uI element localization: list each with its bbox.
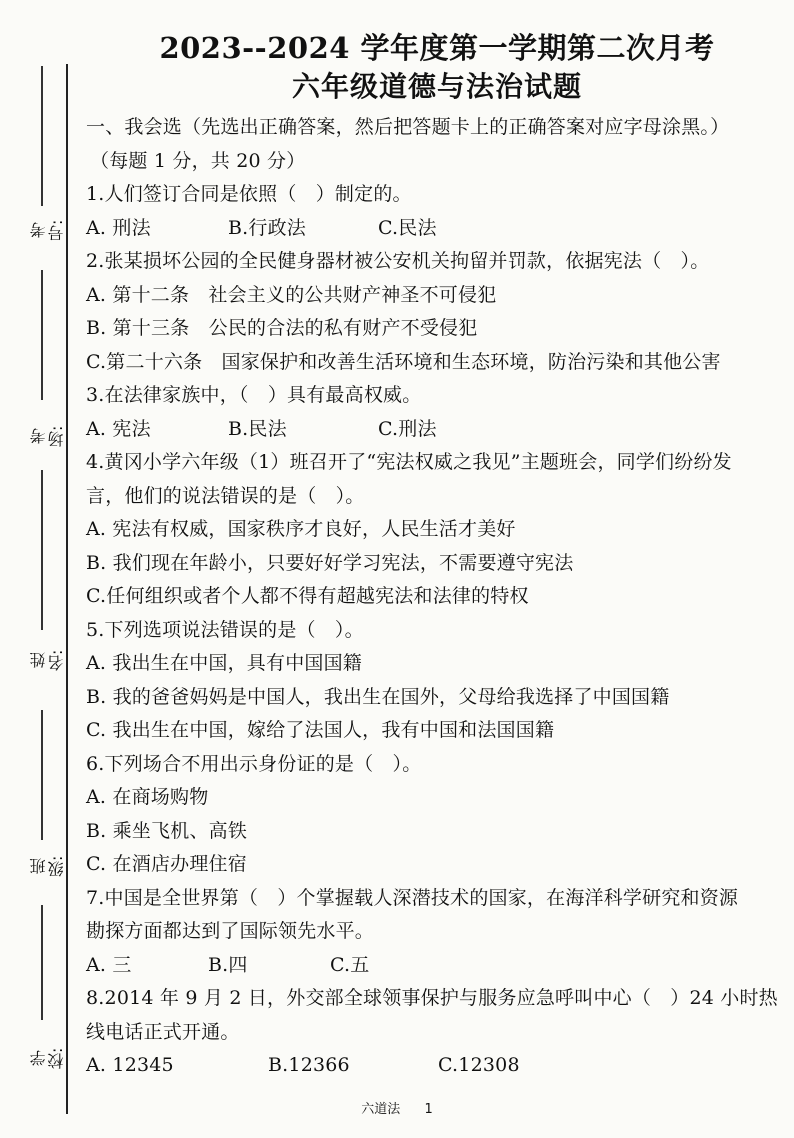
exam-room-blank	[41, 270, 43, 400]
exam-title: 2023--2024 学年度第一学期第二次月考	[159, 31, 715, 65]
option-c: C.任何组织或者个人都不得有超越宪法和法律的特权	[86, 585, 529, 607]
option-c: C.12308	[438, 1054, 520, 1076]
question-stem-continued: 言，他们的说法错误的是（ ）。	[86, 484, 365, 507]
option-b: B. 乘坐飞机、高铁	[86, 819, 248, 842]
question-stem-continued: 勘探方面都达到了国际领先水平。	[86, 920, 375, 942]
option-row	[86, 1049, 776, 1083]
exam-subtitle: 六年级道德与法治试题	[291, 70, 582, 103]
section-heading: 一、我会选（先选出正确答案，然后把答题卡上的正确答案对应字母涂黑。）	[86, 116, 730, 138]
class-label: 班级:	[29, 855, 66, 877]
option-c: C. 在酒店办理住宿	[86, 853, 247, 875]
name-label: 姓名:	[29, 649, 66, 671]
option-b: B.民法	[228, 417, 287, 440]
option-b: B. 第十三条 公民的合法的私有财产不受侵犯	[86, 317, 478, 339]
option-row	[86, 413, 776, 447]
option-a: A. 宪法有权威，国家秩序才良好，人民生活才美好	[86, 518, 516, 540]
option-a: A. 刑法	[86, 216, 151, 239]
question-stem: 5.下列选项说法错误的是（ ）。	[86, 618, 364, 641]
section-score: （每题 1 分，共 20 分）	[90, 149, 306, 172]
option-row	[86, 212, 776, 246]
option-c: C. 我出生在中国，嫁给了法国人，我有中国和法国国籍	[86, 719, 555, 741]
option-a: A. 12345	[86, 1054, 174, 1076]
option-c: C.第二十六条 国家保护和改善生活环境和生态环境，防治污染和其他公害	[86, 350, 721, 373]
question-stem: 3.在法律家族中，（ ）具有最高权威。	[86, 384, 422, 406]
option-b: B.四	[208, 953, 248, 976]
option-c: C.五	[330, 953, 370, 976]
option-row	[86, 949, 776, 983]
question-section	[86, 111, 776, 1083]
name-blank	[41, 470, 43, 630]
option-a: A. 宪法	[86, 417, 151, 440]
exam-room-label: 考场:	[29, 425, 66, 447]
exam-header	[80, 28, 794, 106]
option-a: A. 三	[86, 953, 132, 976]
question-stem: 7.中国是全世界第（ ）个掌握载人深潜技术的国家，在海洋科学研究和资源	[86, 886, 739, 909]
option-c: C.刑法	[378, 417, 437, 440]
exam-no-blank	[41, 66, 43, 206]
option-b: B.行政法	[228, 216, 307, 239]
question-stem: 4.黄冈小学六年级（1）班召开了“宪法权威之我见”主题班会，同学们纷纷发	[86, 451, 732, 473]
margin-vertical-rule	[66, 64, 68, 1114]
question-stem: 8.2014 年 9 月 2 日，外交部全球领事保护与服务应急呼叫中心（ ）24 小时热	[86, 987, 778, 1009]
option-a: A. 我出生在中国，具有中国国籍	[86, 652, 363, 674]
page-footer	[0, 1098, 794, 1117]
exam-no-label: 考号:	[29, 219, 66, 241]
question-stem-continued: 线电话正式开通。	[86, 1020, 240, 1043]
option-b: B.12366	[268, 1054, 350, 1076]
option-a: A. 在商场购物	[86, 786, 209, 808]
question-stem: 2.张某损坏公园的全民健身器材被公安机关拘留并罚款，依据宪法（ ）。	[86, 250, 710, 272]
question-stem: 1.人们签订合同是依照（ ）制定的。	[86, 183, 412, 205]
footer-subject: 六道法	[361, 1102, 401, 1117]
class-blank	[41, 710, 43, 840]
school-blank	[41, 905, 43, 1020]
option-b: B. 我的爸爸妈妈是中国人，我出生在国外，父母给我选择了中国国籍	[86, 685, 670, 708]
option-c: C.民法	[378, 216, 437, 239]
option-a: A. 第十二条 社会主义的公共财产神圣不可侵犯	[86, 283, 497, 306]
question-stem: 6.下列场合不用出示身份证的是（ ）。	[86, 752, 422, 775]
school-label: 学校:	[29, 1047, 66, 1069]
option-b: B. 我们现在年龄小，只要好好学习宪法，不需要遵守宪法	[86, 551, 574, 574]
binding-margin	[0, 0, 80, 1138]
page-number: 1	[424, 1102, 433, 1117]
